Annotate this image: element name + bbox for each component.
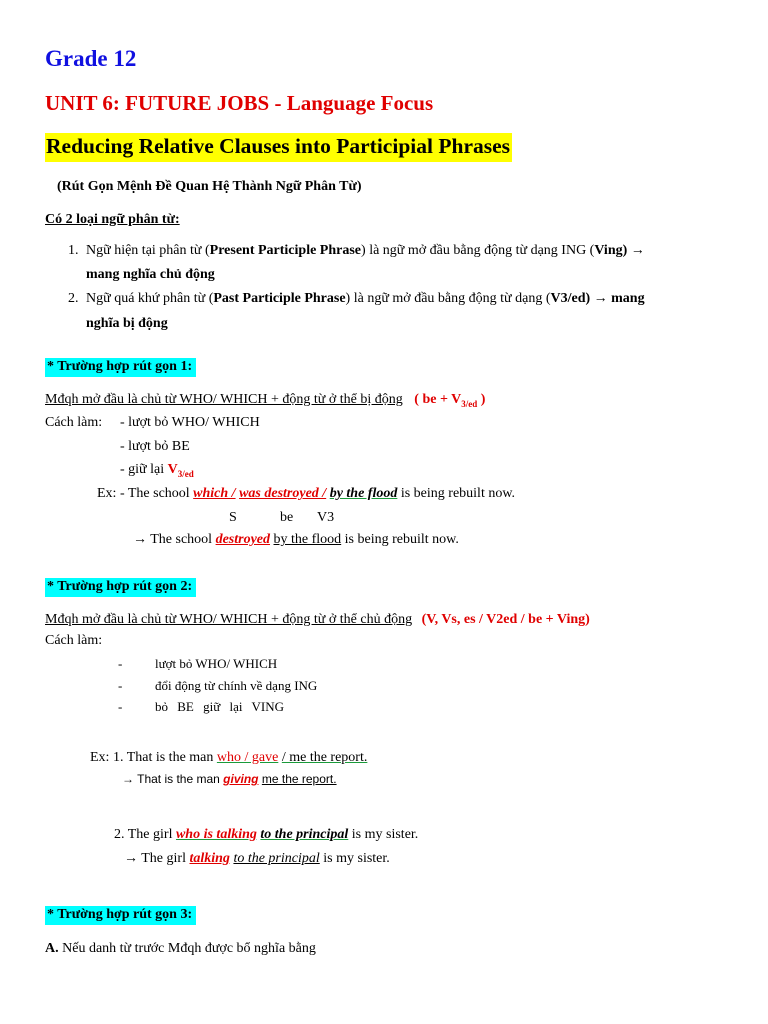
case3-a-text: Nếu danh từ trước Mđqh được bổ nghĩa bằng xyxy=(62,941,316,956)
case2-step-2-dash: - xyxy=(118,678,123,693)
type-2-d: V3/ed xyxy=(550,291,586,306)
case2-ex1-who: who / gave xyxy=(216,750,279,765)
case1-rule-form xyxy=(414,392,485,407)
type-2-meaning: nghĩa bị động xyxy=(86,316,168,331)
unit-title: UNIT 6: FUTURE JOBS - Language Focus xyxy=(45,91,434,115)
case2-example-1 xyxy=(90,750,367,766)
case2-ans2-talking: talking xyxy=(189,851,230,866)
case1-rule-form-sub: 3/ed xyxy=(461,398,478,409)
case2-example-2 xyxy=(114,827,418,843)
case2-ans2-a: → The girl xyxy=(124,851,186,866)
case2-heading: * Trường hợp rút gọn 2: xyxy=(45,578,196,597)
case1-step-2: - lượt bỏ BE xyxy=(120,439,190,454)
type-2-a: Ngữ quá khứ phân từ ( xyxy=(86,291,214,306)
type-1-b: Present Participle Phrase xyxy=(209,243,362,258)
type-item-1 xyxy=(68,243,645,259)
case2-ex1-label: Ex: 1. That is the man xyxy=(90,750,214,765)
case1-step-3-v xyxy=(168,462,194,477)
case2-ans1-giving: giving xyxy=(223,772,259,786)
case1-ex-rest: is being rebuilt now. xyxy=(400,486,516,501)
case1-ex-was: was destroyed / xyxy=(239,486,327,501)
case2-step-2: đổi động từ chính về dạng ING xyxy=(155,678,318,693)
case2-ex1-rest: / me the report. xyxy=(281,750,368,765)
case1-ans-a: → The school xyxy=(133,532,213,547)
case2-step-1-dash: - xyxy=(118,656,123,671)
type-1-num: 1. xyxy=(68,243,79,258)
case1-rule-form-a: ( be + V xyxy=(414,392,462,407)
case1-step-1: - lượt bỏ WHO/ WHICH xyxy=(120,415,260,430)
case2-rule-form: (V, Vs, es / V2ed / be + Ving) xyxy=(421,612,590,627)
case1-ex-be: be xyxy=(280,510,294,525)
case1-ex-v3: V3 xyxy=(317,510,335,525)
type-2-e: ) → mang xyxy=(585,291,645,306)
topic-title: Reducing Relative Clauses into Participial Phrases xyxy=(45,133,512,162)
case3-a xyxy=(45,941,316,957)
case1-step-3-v-sub: 3/ed xyxy=(177,468,194,479)
case2-ans2-rest: is my sister. xyxy=(323,851,390,866)
case1-example xyxy=(97,486,515,502)
case2-answer-2 xyxy=(124,851,390,867)
case1-rule xyxy=(45,392,485,409)
case2-method-label: Cách làm: xyxy=(45,633,103,648)
case1-step-3-text: - giữ lại xyxy=(120,462,165,477)
case2-ex2-to: to the principal xyxy=(260,827,349,842)
case3-a-label: A. xyxy=(45,941,59,956)
case1-answer xyxy=(133,532,459,548)
case2-ans2-to: to the principal xyxy=(233,851,320,866)
type-1-e: ) → xyxy=(622,243,645,258)
type-2-c: ) là ngữ mở đầu bằng động từ dạng ( xyxy=(345,291,551,306)
case1-ans-destroyed: destroyed xyxy=(215,532,271,547)
case1-method-label: Cách làm: xyxy=(45,415,103,430)
type-1-c: ) là ngữ mở đầu bằng động từ dạng ING ( xyxy=(361,243,595,258)
case3-heading: * Trường hợp rút gọn 3: xyxy=(45,906,196,925)
case2-step-3-dash: - xyxy=(118,699,123,714)
case1-rule-text: Mđqh mở đầu là chủ từ WHO/ WHICH + động từ ở thể bị động xyxy=(45,392,403,407)
case2-ans1-rest: me the report. xyxy=(261,772,337,786)
case2-answer-1 xyxy=(122,772,337,786)
case2-ex2-who: who is talking xyxy=(175,827,257,842)
case1-ex-s: S xyxy=(229,510,237,525)
case1-ex-flood: by the flood xyxy=(329,486,398,501)
type-2-b: Past Participle Phrase xyxy=(213,291,346,306)
case2-rule xyxy=(45,612,590,628)
case2-rule-text: Mđqh mở đầu là chủ từ WHO/ WHICH + động từ ở thể chủ động xyxy=(45,612,413,627)
case2-ans1-a: → That is the man xyxy=(122,772,220,786)
case1-rule-form-b: ) xyxy=(477,392,486,407)
case1-step-3-v-main: V xyxy=(167,462,178,477)
type-1-a: Ngữ hiện tại phân từ ( xyxy=(86,243,210,258)
case1-ans-rest: is being rebuilt now. xyxy=(344,532,459,547)
case1-step-3 xyxy=(120,462,194,479)
case1-heading: * Trường hợp rút gọn 1: xyxy=(45,358,196,377)
type-1-meaning: mang nghĩa chủ động xyxy=(86,267,215,282)
type-2-num: 2. xyxy=(68,291,79,306)
case2-ex2-rest: is my sister. xyxy=(351,827,419,842)
case2-step-3: bỏ BE giữ lại VING xyxy=(155,699,285,714)
case1-ans-flood: by the flood xyxy=(273,532,342,547)
case1-ex-label: Ex: - The school xyxy=(97,486,190,501)
type-1-d: Ving xyxy=(594,243,623,258)
types-heading: Có 2 loại ngữ phân từ: xyxy=(45,212,180,227)
grade-title: Grade 12 xyxy=(45,46,137,71)
case1-ex-which: which / xyxy=(193,486,236,501)
subtitle: (Rút Gọn Mệnh Đề Quan Hệ Thành Ngữ Phân Từ) xyxy=(57,179,362,194)
case2-step-1: lượt bỏ WHO/ WHICH xyxy=(155,656,278,671)
type-item-2 xyxy=(68,291,645,307)
case2-ex2-label: 2. The girl xyxy=(114,827,173,842)
